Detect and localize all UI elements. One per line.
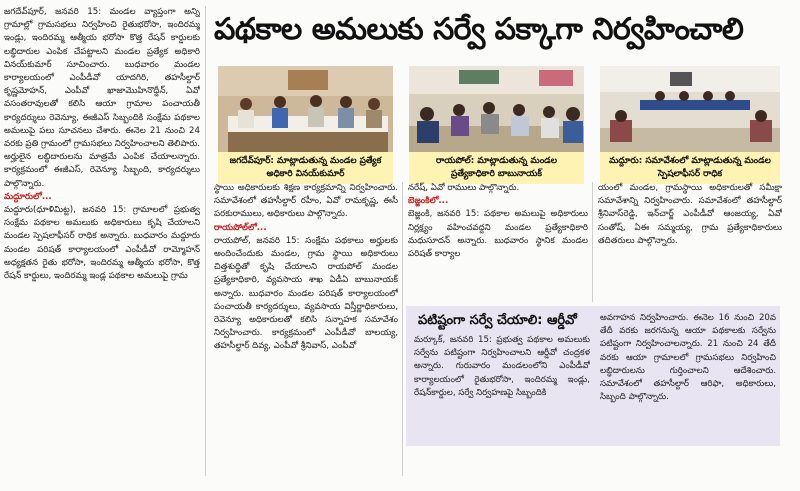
article-paragraph: రాయపోల్, జనవరి 15: సంక్షేమ పథకాలు అర్హులకు అందించేందుకు మండల, గ్రామ స్థాయి అధికారులు చిత్తశుద్ధితో కృషి చేయాలని రాయపోల్ మండల ప్రత్యేకాధికారి, వ్యవసాయ శాఖ ఏడీఏ బాబునాయక్ అన్నారు. బుధవారం మండల పరిషత్ కార్యాలయంలో పంచాయతీ కార్యదర్శులు, వ్యవసాయ విస్తీర్ణాధికారులు, రెవెన్యూ అధికారులతో కలిసి సన్నాహక సమావేశం నిర్వహించారు. కార్యక్రమంలో ఎంపీడీవో బాలయ్య, తహసీల్దార్ దివ్య, ఎంపీవో శ్రీనివాస్, ఎంపీవో — [214, 235, 398, 352]
column-divider — [205, 6, 206, 476]
photo-caption: రాయపోల్: మాట్లాడుతున్న మండల ప్రత్యేకాధికారి బాబునాయక్ — [409, 152, 584, 184]
subheading: మద్దూరులో... — [4, 191, 52, 202]
article-paragraph: యంలో మండల, గ్రామస్థాయి అధికారులతో సమీక్షా సమావేశాన్ని నిర్వహించారు. సమావేశంలో తహసీల్దార్ శ్రీనివాస్‌రెడ్డి, ఇన్‌చార్జ్ ఎంపీడీవో ఆంజయ్య, ఏవో సంతోష్, ఏఈ సమ్మయ్య, గ్రామ ప్రత్యేకాధికారులు తదితరులు పాల్గొన్నారు. — [598, 183, 782, 246]
subheading: రాయపోల్‌లో... — [214, 222, 267, 233]
article-paragraph: అవగాహన నిర్వహించారు. ఈనెల 16 నుంచి 20వ తేదీ వరకు జరగనున్న ఆయా పథకాలకు సర్వేను పటిష్టంగా నిర్వహించాలన్నారు. 21 నుంచి 24 తేదీ వరకు ఆయా గ్రామాలలో గ్రామసభలు నిర్వహించి లబ్ధిదారులను గుర్తించాలని ఆదేశించారు. సమావేశంలో తహసీల్దార్ ఆరిఫా, అధికారులు, సిబ్బంది పాల్గొన్నారు. — [600, 313, 776, 403]
boxed-article-title: పటిష్టంగా సర్వే చేయాలి: ఆర్డీవో — [418, 313, 577, 328]
article-column-4 — [598, 182, 782, 302]
photo-rayapol-meeting — [409, 66, 584, 152]
column-divider — [402, 182, 403, 476]
boxed-article-column-2 — [600, 306, 776, 450]
article-column-1 — [4, 6, 200, 486]
article-paragraph: స్థాయి అధికారులకు శిక్షణ కార్యక్రమాన్ని నిర్వహించారు. సమావేశంలో తహసీల్దార్ రహీం, ఏవో రామకృష్ణ, ఈసీ పరకురాములు, అధికారులు పాల్గొన్నారు. — [214, 183, 398, 220]
headline: పథకాల అమలుకు సర్వే పక్కాగా నిర్వహించాలి — [214, 12, 744, 47]
article-column-2 — [214, 182, 398, 480]
article-paragraph: బెజ్జంకి, జనవరి 15: పథకాల అమలుపై అధికారులు నిర్లక్ష్యం వహించవద్దని మండల ప్రత్యేకాధికారి మధుసూదన్ అన్నారు. బుధవారం స్థానిక మండల పరిషత్ కార్యాల — [408, 209, 588, 260]
column-divider — [592, 182, 593, 302]
article-paragraph: జగదేవ్‌పూర్, జనవరి 15: మండల వ్యాప్తంగా అన్ని గ్రామాల్లో గ్రామసభలు నిర్వహించి రైతుభరోసా, ఇందిరమ్మ ఇండ్లు, ఇందిరమ్మ ఆత్మీయ భరోసా కొత్త రేషన్ కార్డులకు లబ్ధిదారుల ఎంపిక చేపట్టాలని మండల ప్రత్యేక అధికారి వినయ్‌కుమార్ సూచించారు. బుధవారం మండల కార్యాలయంలో ఎంపీడీవో యాదగిరి, తహసీల్దార్ కృష్ణమోహన్, ఎంపీవో ఖాజామొహినొద్దీన్, ఏవో వసంతరావులతో కలిసి ఆయా గ్రామాల పంచాయతీ కార్యదర్శులు రెవెన్యూ, ఈజీఎస్ సిబ్బందికి సంక్షేమ పథకాల అమలుపై పలు సూచనలు చేశారు. ఈనెల 21 నుంచి 24 వరకు ప్రతి గ్రామంలో గ్రామసభలు నిర్వహించాలని తెలిపారు. అర్హులైన లబ్ధిదారులను మాత్రమే ఎంపిక చేయాలన్నారు. కార్యక్రమంలో ఈజీఎస్, రెవెన్యూ సిబ్బంది, కార్యదర్శులు పాల్గొన్నారు. — [4, 7, 200, 189]
photo-caption: జగదేవ్‌పూర్: మాట్లాడుతున్న మండల ప్రత్యేక అధికారి వినయ్‌కుమార్ — [218, 152, 393, 184]
photo-caption: మద్దూరు: సమావేశంలో మాట్లాడుతున్న మండల స్పెషలాఫీసర్ రాధిక — [600, 152, 780, 184]
article-paragraph: మర్కూక్, జనవరి 15: ప్రభుత్వ పథకాల అమలుకు సర్వేను పటిష్టంగా నిర్వహించాలని ఆర్డీవో చంద్రకళ అన్నారు. గురువారం మండలంలోని ఎంపీడీవో కార్యాలయంలో రైతుభరోసా, ఇందిరమ్మ ఇండ్లు, రేషన్‌కార్డుల, సర్వే నిర్వహణపై సిబ్బందికి — [414, 335, 590, 398]
photo-jagadevpur-meeting — [218, 66, 393, 152]
photo-madduru-meeting — [600, 66, 780, 152]
article-paragraph: నరేష్, ఏవో రాములు పాల్గొన్నారు. — [408, 183, 520, 193]
article-column-3 — [408, 182, 588, 302]
boxed-article-column-1 — [414, 334, 590, 444]
subheading: బెజ్జంకిలో... — [408, 196, 449, 207]
article-paragraph: మద్దూరు(ధూళిమిట్ట), జనవరి 15: గ్రామాలలో ప్రభుత్వ సంక్షేమ పథకాల అమలుకు అధికారులు కృషి చేయాలని మండల స్పెషలాఫీసర్ రాధిక అన్నారు. బుధవారం మద్దూరు మండల పరిషత్ కార్యాలయంలో ఎంపీడీవో రామ్మోహన్ అధ్యక్షతన రైతు భరోసా, ఇందిరమ్మ ఆత్మీయ భరోసా, కొత్త రేషన్ కార్డులు, ఇందిరమ్మ ఇండ్ల పథకాల అమలుపై గ్రామ — [4, 205, 200, 282]
